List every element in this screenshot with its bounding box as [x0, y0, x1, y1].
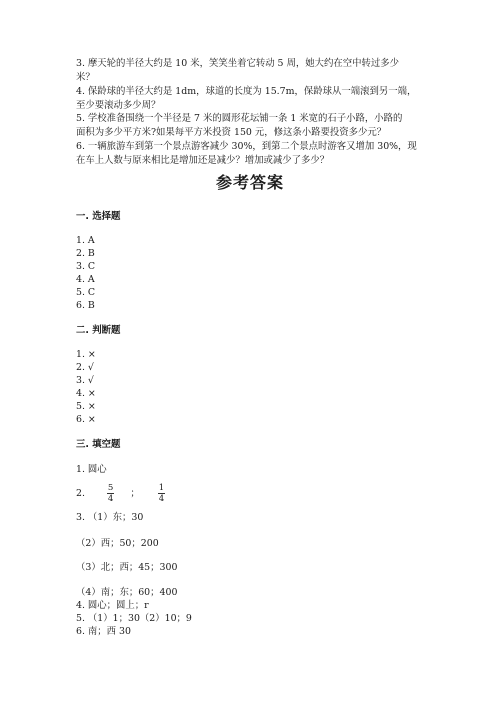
list-item: 2. B — [76, 248, 95, 259]
fill-answer-3-part2: （2）西；50；200 — [76, 538, 159, 549]
fraction-separator: ； — [130, 488, 140, 499]
question-line: 6. 一辆旅游车到第一个景点游客减少 30%，到第二个景点时游客又增加 30%，现 — [76, 141, 417, 152]
section-heading-choice: 一. 选择题 — [76, 211, 121, 222]
question-3 — [76, 57, 432, 84]
fraction-numerator: 5 — [107, 483, 114, 493]
fill-answer-1: 1. 圆心 — [76, 464, 107, 475]
choice-answer-list — [76, 234, 95, 312]
list-item: 1. A — [76, 235, 95, 246]
answer-title: 参考答案 — [215, 173, 284, 192]
list-item: 4. × — [76, 388, 96, 399]
fill-answer-3-part3: （3）北；西；45；300 — [76, 562, 178, 573]
fraction-denominator: 4 — [158, 494, 165, 504]
fill-answer-4: 4. 圆心；圆上；r — [76, 600, 149, 611]
fill-answer-2-label: 2. — [76, 488, 85, 499]
fraction-denominator: 4 — [107, 494, 114, 504]
question-5 — [76, 112, 432, 139]
question-line: 米？ — [76, 71, 95, 83]
fill-answer-5: 5. （1）1；30（2）10；9 — [76, 613, 192, 624]
section-heading-judge: 二. 判断题 — [76, 325, 121, 336]
list-item: 2. √ — [76, 362, 94, 373]
question-line: 5. 学校准备围绕一个半径是 7 米的圆形花坛铺一条 1 米宽的石子小路，小路的 — [76, 113, 403, 124]
list-item: 6. × — [76, 414, 96, 425]
fraction-one-fourth — [158, 483, 165, 504]
fraction-five-fourths — [107, 483, 114, 504]
list-item: 1. × — [76, 349, 96, 360]
section-heading-fill: 三. 填空题 — [76, 439, 121, 450]
fraction-numerator: 1 — [158, 483, 165, 493]
fill-answer-2 — [76, 482, 167, 506]
question-line: 3. 摩天轮的半径大约是 10 米，笑笑坐着它转动 5 周，她大约在空中转过多少 — [76, 58, 399, 69]
fill-answer-3-part4: （4）南；东；60；400 — [76, 587, 178, 598]
fill-answer-6: 6. 南；西 30 — [76, 626, 131, 637]
question-line: 面积为多少平方米?如果每平方米投资 150 元，修这条小路要投资多少元？ — [76, 126, 387, 138]
list-item: 6. B — [76, 300, 95, 311]
question-line: 在车上人数与原来相比是增加还是减少？增加或减少了多少？ — [76, 154, 330, 166]
list-item: 3. √ — [76, 375, 94, 386]
list-item: 5. C — [76, 287, 96, 298]
question-4 — [76, 85, 432, 112]
list-item: 5. × — [76, 401, 96, 412]
judge-answer-list — [76, 348, 96, 426]
fill-answer-3: 3. （1）东；30 — [76, 512, 144, 523]
list-item: 4. A — [76, 274, 95, 285]
list-item: 3. C — [76, 261, 96, 272]
question-6 — [76, 140, 432, 167]
question-line: 至少要滚动多少周？ — [76, 99, 161, 111]
question-line: 4. 保龄球的半径大约是 1dm，球道的长度为 15.7m，保龄球从一端滚到另一端， — [76, 86, 417, 97]
